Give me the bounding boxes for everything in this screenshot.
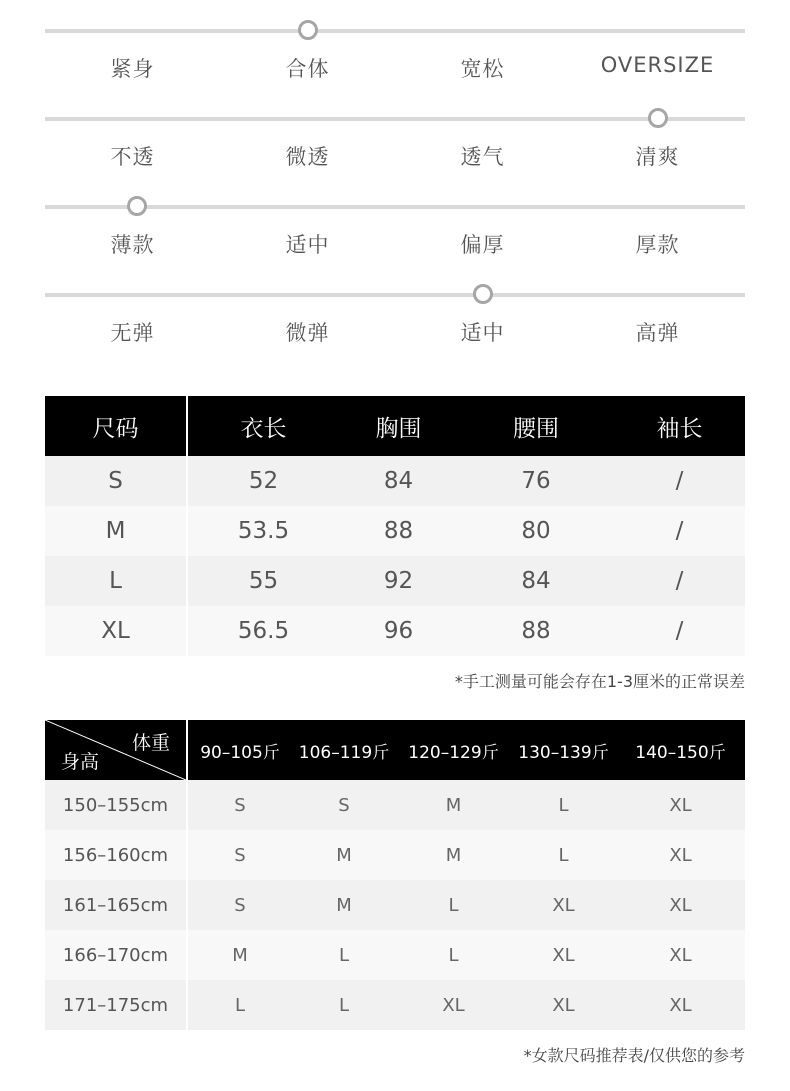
cell: 88 [521, 618, 551, 644]
cell-size: M [445, 844, 462, 866]
cell-size: XL [669, 894, 692, 916]
attribute-option: 透气 [460, 145, 505, 169]
header-corner [45, 720, 188, 780]
attribute-option: 宽松 [460, 57, 505, 81]
cell-size: M [45, 506, 188, 556]
attribute-track [45, 293, 745, 297]
cell: / [675, 518, 684, 544]
cell-size: M [232, 944, 248, 966]
table-row [45, 880, 745, 930]
recommend-note: *女款尺码推荐表/仅供您的参考 [523, 1046, 745, 1065]
cell-size: M [336, 844, 352, 866]
cell-size: S [234, 894, 246, 916]
cell: 96 [383, 618, 414, 644]
attribute-option: 紧身 [110, 57, 155, 81]
cell: 52 [248, 468, 279, 494]
attribute-option: 厚款 [635, 233, 680, 257]
cell-size: XL [552, 894, 575, 916]
attribute-track [45, 29, 745, 33]
cell: 76 [521, 468, 551, 494]
cell-size: L [45, 556, 188, 606]
cell-size: XL [669, 794, 692, 816]
header-weight: 106–119斤 [298, 742, 390, 763]
attribute-selected-marker [473, 284, 493, 304]
attribute-elasticity [45, 293, 745, 381]
attribute-selected-marker [127, 196, 147, 216]
table-row [45, 606, 745, 656]
attribute-option: 高弹 [635, 321, 680, 345]
cell-height: 171–175cm [45, 980, 188, 1030]
measurement-note: *手工测量可能会存在1-3厘米的正常误差 [454, 672, 745, 691]
cell-height: 161–165cm [45, 880, 188, 930]
cell-size: L [558, 844, 569, 866]
attribute-transparency [45, 117, 745, 205]
attribute-option: 偏厚 [460, 233, 505, 257]
attribute-selected-marker [298, 20, 318, 40]
header-weight: 140–150斤 [635, 742, 726, 763]
attribute-track [45, 205, 745, 209]
header-weight: 90–105斤 [200, 742, 280, 763]
cell: 53.5 [237, 518, 290, 544]
cell-size: L [338, 944, 350, 966]
attribute-selected-marker [648, 108, 668, 128]
size-table [45, 396, 745, 656]
cell-size: L [448, 944, 459, 966]
table-row [45, 830, 745, 880]
cell-height: 166–170cm [45, 930, 188, 980]
cell-size: S [234, 844, 246, 866]
header-sleeve: 袖长 [656, 415, 703, 442]
corner-height-label: 身高 [61, 751, 100, 773]
table-row [45, 780, 745, 830]
size-table-header [45, 396, 745, 456]
cell-size: M [445, 794, 462, 816]
header-length: 衣长 [240, 415, 287, 442]
attribute-option: 微透 [285, 145, 330, 169]
attribute-option: 适中 [285, 233, 330, 257]
attribute-fit [45, 29, 745, 117]
attribute-option: 薄款 [110, 233, 155, 257]
cell-size: L [234, 994, 246, 1016]
table-row [45, 556, 745, 606]
header-weight: 120–129斤 [408, 742, 499, 763]
table-row [45, 930, 745, 980]
header-size: 尺码 [45, 396, 188, 456]
attribute-option: 合体 [285, 57, 330, 81]
cell-size: S [338, 794, 350, 816]
cell-height: 156–160cm [45, 830, 188, 880]
attribute-track [45, 117, 745, 121]
attribute-thickness [45, 205, 745, 293]
cell: 56.5 [237, 618, 290, 644]
header-chest: 胸围 [375, 415, 422, 442]
cell-size: XL [45, 606, 188, 656]
cell: 84 [383, 468, 414, 494]
attribute-option: 微弹 [285, 321, 330, 345]
header-weight: 130–139斤 [518, 742, 609, 763]
attribute-option: 不透 [110, 145, 155, 169]
cell-height: 150–155cm [45, 780, 188, 830]
corner-weight-label: 体重 [131, 732, 170, 754]
table-row [45, 506, 745, 556]
cell-size: XL [669, 844, 692, 866]
cell: / [675, 618, 684, 644]
cell-size: M [336, 894, 352, 916]
cell: 55 [248, 568, 279, 594]
table-row [45, 980, 745, 1030]
cell: / [675, 468, 684, 494]
attribute-option: OVERSIZE [600, 53, 715, 77]
attribute-option: 无弹 [110, 321, 155, 345]
recommend-table-header [45, 720, 745, 780]
cell-size: L [558, 794, 569, 816]
attribute-option: 清爽 [635, 145, 680, 169]
cell-size: S [45, 456, 188, 506]
cell-size: L [448, 894, 459, 916]
size-recommend-table [45, 720, 745, 1030]
cell: 88 [383, 518, 414, 544]
header-waist: 腰围 [513, 415, 559, 442]
cell-size: L [338, 994, 350, 1016]
table-row [45, 456, 745, 506]
cell: / [675, 568, 684, 594]
attribute-option: 适中 [460, 321, 505, 345]
cell: 92 [383, 568, 414, 594]
cell-size: S [234, 794, 246, 816]
cell-size: XL [669, 944, 692, 966]
cell-size: XL [552, 994, 575, 1016]
cell-size: XL [669, 994, 692, 1016]
cell-size: XL [442, 994, 465, 1016]
cell: 80 [521, 518, 551, 544]
cell-size: XL [552, 944, 575, 966]
cell: 84 [521, 568, 551, 594]
